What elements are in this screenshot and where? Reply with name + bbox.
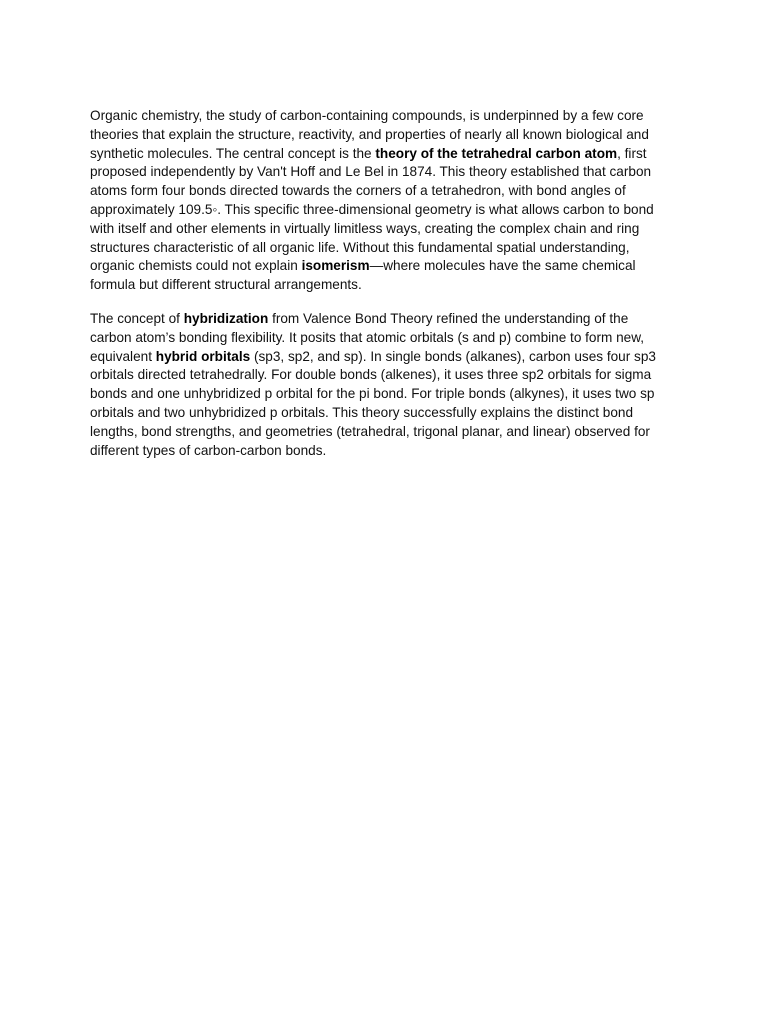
term-isomerism: isomerism (301, 258, 370, 274)
term-tetrahedral-carbon-atom: theory of the tetrahedral carbon atom (375, 145, 618, 161)
paragraph-2-text-3: (sp3, sp2, and sp). In single bonds (alkanes), carbon uses four sp3 orbitals directed tetrahedrally. For double bonds (alkenes), it uses three sp2 orbitals for sigma bonds and one unhybridized p orbital for the pi bond. For triple bonds (alkynes), it uses two sp orbitals and two unhybridized p orbitals. This theory successfully explains the distinct bond lengths, bond strengths, and geometries (tetrahedral, trigonal planar, and linear) observed for different types of carbon-carbon bonds. (90, 348, 656, 458)
paragraph-hybridization (90, 310, 670, 460)
paragraph-1-text-2: , first proposed independently by Van't Hoff and Le Bel in 1874. This theory established that carbon atoms form four bonds directed towards the corners of a tetrahedron, with bond angles of approximately 109.5◦. This specific three-dimensional geometry is what allows carbon to bond with itself and other elements in virtually limitless ways, creating the complex chain and ring structures characteristic of all organic life. Without this fundamental spatial understanding, organic chemists could not explain (90, 145, 654, 274)
document-body (90, 107, 670, 475)
paragraph-1-text-1: Organic chemistry, the study of carbon-containing compounds, is underpinned by a few core theories that explain the structure, reactivity, and properties of nearly all known biological and synthetic molecules. The central concept is the (90, 108, 649, 161)
paragraph-1-text-3: —where molecules have the same chemical formula but different structural arrangements. (90, 258, 636, 293)
paragraph-2-text-1: The concept of (90, 310, 184, 326)
paragraph-2-text-2: from Valence Bond Theory refined the understanding of the carbon atom’s bonding flexibility. It posits that atomic orbitals (s and p) combine to form new, equivalent (90, 310, 645, 364)
term-hybrid-orbitals: hybrid orbitals (155, 348, 251, 364)
paragraph-tetrahedral-carbon (90, 107, 670, 295)
term-hybridization: hybridization (183, 310, 269, 326)
